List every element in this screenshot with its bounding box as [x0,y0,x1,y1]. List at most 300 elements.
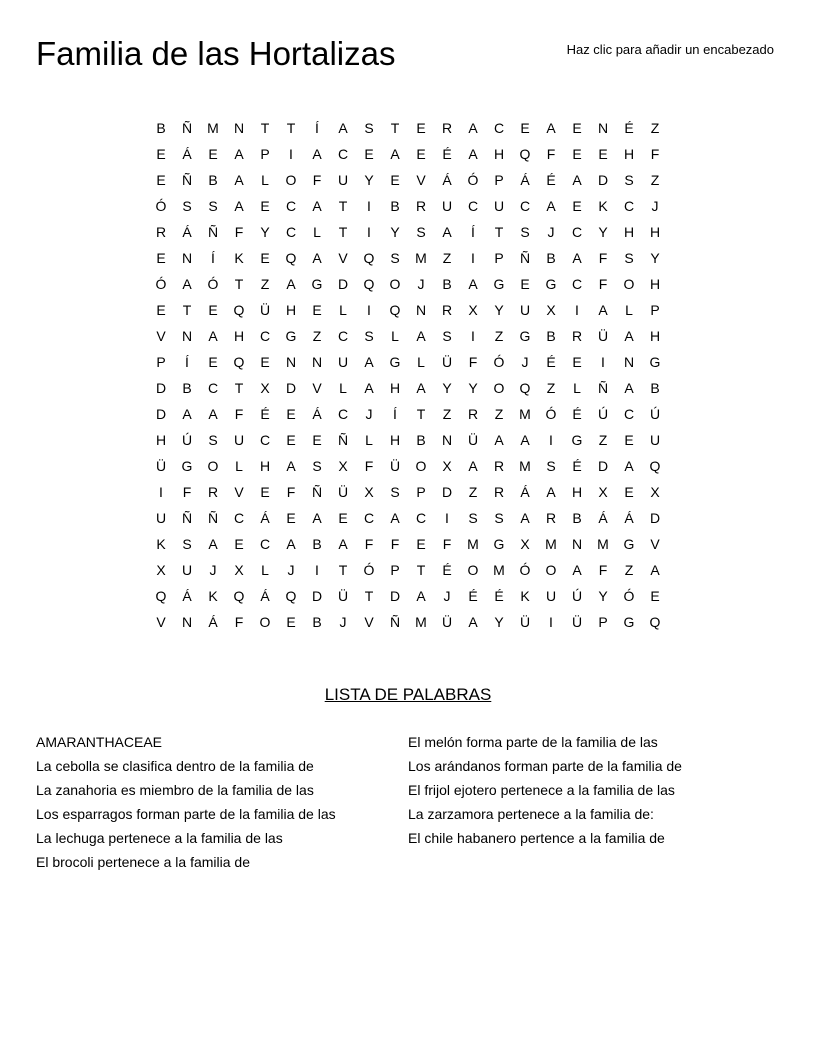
grid-letter[interactable]: N [181,614,193,630]
grid-letter[interactable]: U [337,354,349,370]
grid-letter[interactable]: F [234,406,244,422]
grid-letter[interactable]: Ñ [181,510,193,526]
grid-letter[interactable]: F [546,146,556,162]
grid-letter[interactable]: Ñ [389,614,401,630]
grid-letter[interactable]: N [181,250,193,266]
grid-letter[interactable]: Ó [467,172,479,188]
grid-letter[interactable]: Ü [571,614,583,630]
grid-letter[interactable]: T [364,588,374,604]
grid-letter[interactable]: E [208,146,218,162]
grid-letter[interactable]: E [208,302,218,318]
grid-letter[interactable]: P [494,250,504,266]
grid-letter[interactable]: I [549,432,553,448]
grid-letter[interactable]: B [416,432,426,448]
grid-letter[interactable]: L [625,302,633,318]
grid-letter[interactable]: F [442,536,452,552]
grid-letter[interactable]: T [338,562,348,578]
grid-letter[interactable]: C [363,510,375,526]
grid-letter[interactable]: Ó [207,276,219,292]
grid-letter[interactable]: M [467,536,479,552]
grid-letter[interactable]: S [442,328,452,344]
grid-letter[interactable]: N [571,536,583,552]
grid-letter[interactable]: C [337,146,349,162]
grid-letter[interactable]: C [519,198,531,214]
grid-letter[interactable]: B [390,198,400,214]
grid-letter[interactable]: C [415,510,427,526]
grid-letter[interactable]: M [207,120,219,136]
grid-letter[interactable]: F [468,354,478,370]
grid-letter[interactable]: C [259,432,271,448]
grid-letter[interactable]: Z [650,120,660,136]
grid-letter[interactable]: Q [233,588,245,604]
grid-letter[interactable]: O [389,276,401,292]
grid-letter[interactable]: Z [442,250,452,266]
grid-letter[interactable]: C [623,406,635,422]
grid-letter[interactable]: F [598,562,608,578]
grid-letter[interactable]: S [494,510,504,526]
grid-letter[interactable]: S [182,198,192,214]
grid-letter[interactable]: T [390,120,400,136]
grid-letter[interactable]: C [623,198,635,214]
grid-letter[interactable]: G [311,276,323,292]
grid-letter[interactable]: H [389,380,401,396]
grid-letter[interactable]: S [416,224,426,240]
grid-letter[interactable]: F [286,484,296,500]
grid-letter[interactable]: A [312,146,322,162]
grid-letter[interactable]: N [285,354,297,370]
grid-letter[interactable]: Ñ [181,120,193,136]
grid-letter[interactable]: E [286,406,296,422]
grid-letter[interactable]: D [155,406,167,422]
grid-letter[interactable]: Q [519,146,531,162]
add-header-placeholder[interactable]: Haz clic para añadir un encabezado [566,42,774,57]
grid-letter[interactable]: I [471,328,475,344]
grid-letter[interactable]: A [442,224,452,240]
grid-letter[interactable]: U [441,198,453,214]
grid-letter[interactable]: N [311,354,323,370]
grid-letter[interactable]: Z [312,328,322,344]
grid-letter[interactable]: Ñ [311,484,323,500]
grid-letter[interactable]: É [546,172,556,188]
grid-letter[interactable]: X [442,458,452,474]
grid-letter[interactable]: R [571,328,583,344]
grid-letter[interactable]: T [494,224,504,240]
grid-letter[interactable]: K [156,536,166,552]
grid-letter[interactable]: F [234,614,244,630]
grid-letter[interactable]: É [468,588,478,604]
grid-letter[interactable]: A [624,458,634,474]
grid-letter[interactable]: T [416,562,426,578]
grid-letter[interactable]: T [234,276,244,292]
grid-letter[interactable]: A [494,432,504,448]
grid-letter[interactable]: S [624,172,634,188]
grid-letter[interactable]: U [519,302,531,318]
grid-letter[interactable]: P [260,146,270,162]
grid-letter[interactable]: E [520,276,530,292]
grid-letter[interactable]: E [312,432,322,448]
grid-letter[interactable]: Q [363,276,375,292]
grid-letter[interactable]: P [650,302,660,318]
grid-letter[interactable]: N [233,120,245,136]
grid-letter[interactable]: Ü [337,484,349,500]
grid-letter[interactable]: O [415,458,427,474]
grid-letter[interactable]: B [442,276,452,292]
grid-letter[interactable]: T [286,120,296,136]
grid-letter[interactable]: L [313,224,321,240]
grid-letter[interactable]: I [575,302,579,318]
grid-letter[interactable]: C [259,328,271,344]
grid-letter[interactable]: Y [598,588,608,604]
grid-letter[interactable]: B [156,120,166,136]
grid-letter[interactable]: F [598,250,608,266]
grid-letter[interactable]: D [285,380,297,396]
grid-letter[interactable]: Ü [519,614,531,630]
grid-letter[interactable]: A [416,380,426,396]
grid-letter[interactable]: A [338,536,348,552]
grid-letter[interactable]: K [234,250,244,266]
grid-letter[interactable]: M [519,406,531,422]
grid-letter[interactable]: Y [598,224,608,240]
grid-letter[interactable]: E [572,198,582,214]
grid-letter[interactable]: L [339,302,347,318]
grid-letter[interactable]: X [156,562,166,578]
grid-letter[interactable]: Ñ [597,380,609,396]
grid-letter[interactable]: Ó [155,198,167,214]
grid-letter[interactable]: Ñ [181,172,193,188]
grid-letter[interactable]: D [311,588,323,604]
grid-letter[interactable]: G [493,276,505,292]
grid-letter[interactable]: S [390,484,400,500]
grid-letter[interactable]: C [207,380,219,396]
grid-letter[interactable]: A [312,510,322,526]
grid-letter[interactable]: S [312,458,322,474]
grid-letter[interactable]: D [597,458,609,474]
grid-letter[interactable]: L [391,328,399,344]
grid-letter[interactable]: Ü [467,432,479,448]
grid-letter[interactable]: A [468,614,478,630]
grid-letter[interactable]: A [624,328,634,344]
grid-letter[interactable]: Á [624,510,634,526]
grid-letter[interactable]: J [651,198,659,214]
grid-letter[interactable]: D [441,484,453,500]
grid-letter[interactable]: B [208,172,218,188]
grid-letter[interactable]: X [546,302,556,318]
grid-letter[interactable]: Ü [337,588,349,604]
grid-letter[interactable]: C [571,276,583,292]
grid-letter[interactable]: V [156,328,166,344]
grid-letter[interactable]: X [338,458,348,474]
grid-letter[interactable]: X [364,484,374,500]
grid-letter[interactable]: H [259,458,271,474]
grid-letter[interactable]: Á [260,588,270,604]
grid-letter[interactable]: F [390,536,400,552]
grid-letter[interactable]: G [571,432,583,448]
grid-letter[interactable]: S [182,536,192,552]
grid-letter[interactable]: O [623,276,635,292]
grid-letter[interactable]: F [650,146,660,162]
grid-letter[interactable]: A [286,458,296,474]
grid-letter[interactable]: I [601,354,605,370]
grid-letter[interactable]: Q [285,588,297,604]
grid-letter[interactable]: Ü [597,328,609,344]
grid-letter[interactable]: É [494,588,504,604]
grid-letter[interactable]: H [649,328,661,344]
grid-letter[interactable]: V [650,536,660,552]
grid-letter[interactable]: Ú [571,588,583,604]
grid-letter[interactable]: E [650,588,660,604]
grid-letter[interactable]: I [367,198,371,214]
grid-letter[interactable]: G [623,536,635,552]
grid-letter[interactable]: G [545,276,557,292]
grid-letter[interactable]: C [285,198,297,214]
grid-letter[interactable]: L [339,380,347,396]
grid-letter[interactable]: Ó [545,406,557,422]
grid-letter[interactable]: L [235,458,243,474]
grid-letter[interactable]: A [312,250,322,266]
grid-letter[interactable]: A [234,172,244,188]
grid-letter[interactable]: K [520,588,530,604]
grid-letter[interactable]: P [156,354,166,370]
grid-letter[interactable]: P [598,614,608,630]
grid-letter[interactable]: H [285,302,297,318]
grid-letter[interactable]: Z [260,276,270,292]
grid-letter[interactable]: J [521,354,529,370]
grid-letter[interactable]: Y [650,250,660,266]
grid-letter[interactable]: I [159,484,163,500]
grid-letter[interactable]: E [234,536,244,552]
grid-letter[interactable]: K [598,198,608,214]
grid-letter[interactable]: Z [442,406,452,422]
grid-letter[interactable]: A [208,328,218,344]
grid-letter[interactable]: Á [182,588,192,604]
grid-letter[interactable]: O [467,562,479,578]
grid-letter[interactable]: Ó [363,562,375,578]
grid-letter[interactable]: G [285,328,297,344]
grid-letter[interactable]: I [367,224,371,240]
grid-letter[interactable]: A [468,120,478,136]
grid-letter[interactable]: E [416,146,426,162]
grid-letter[interactable]: Y [442,380,452,396]
grid-letter[interactable]: Z [494,328,504,344]
grid-letter[interactable]: Ó [493,354,505,370]
grid-letter[interactable]: M [415,250,427,266]
grid-letter[interactable]: U [233,432,245,448]
grid-letter[interactable]: E [156,146,166,162]
grid-letter[interactable]: O [493,380,505,396]
grid-letter[interactable]: Q [649,458,661,474]
grid-letter[interactable]: Z [494,406,504,422]
grid-letter[interactable]: X [260,380,270,396]
grid-letter[interactable]: J [287,562,295,578]
grid-letter[interactable]: N [597,120,609,136]
grid-letter[interactable]: Á [442,172,452,188]
grid-letter[interactable]: E [156,250,166,266]
grid-letter[interactable]: X [234,562,244,578]
grid-letter[interactable]: A [520,510,530,526]
grid-letter[interactable]: A [182,276,192,292]
grid-letter[interactable]: É [546,354,556,370]
grid-letter[interactable]: R [207,484,219,500]
grid-letter[interactable]: V [234,484,244,500]
grid-letter[interactable]: Y [494,614,504,630]
grid-letter[interactable]: U [545,588,557,604]
grid-letter[interactable]: I [549,614,553,630]
grid-letter[interactable]: F [182,484,192,500]
grid-letter[interactable]: F [364,458,374,474]
grid-letter[interactable]: S [624,250,634,266]
grid-letter[interactable]: A [624,380,634,396]
grid-letter[interactable]: P [390,562,400,578]
grid-letter[interactable]: A [338,120,348,136]
grid-letter[interactable]: P [494,172,504,188]
grid-letter[interactable]: E [260,250,270,266]
grid-letter[interactable]: D [597,172,609,188]
grid-letter[interactable]: A [650,562,660,578]
grid-letter[interactable]: I [289,146,293,162]
grid-letter[interactable]: H [649,276,661,292]
grid-letter[interactable]: Á [260,510,270,526]
grid-letter[interactable]: N [415,302,427,318]
grid-letter[interactable]: J [365,406,373,422]
grid-letter[interactable]: O [545,562,557,578]
grid-letter[interactable]: E [624,432,634,448]
grid-letter[interactable]: E [286,510,296,526]
grid-letter[interactable]: F [598,276,608,292]
grid-letter[interactable]: X [520,536,530,552]
grid-letter[interactable]: I [315,562,319,578]
grid-letter[interactable]: B [650,380,660,396]
grid-letter[interactable]: Ñ [519,250,531,266]
grid-letter[interactable]: A [546,198,556,214]
grid-letter[interactable]: H [233,328,245,344]
grid-letter[interactable]: Á [312,406,322,422]
grid-letter[interactable]: T [338,198,348,214]
grid-letter[interactable]: S [520,224,530,240]
grid-letter[interactable]: T [416,406,426,422]
grid-letter[interactable]: E [260,484,270,500]
grid-letter[interactable]: S [364,328,374,344]
grid-letter[interactable]: C [259,536,271,552]
grid-letter[interactable]: Y [364,172,374,188]
grid-letter[interactable]: I [445,510,449,526]
grid-letter[interactable]: X [468,302,478,318]
grid-letter[interactable]: F [234,224,244,240]
grid-letter[interactable]: M [519,458,531,474]
grid-letter[interactable]: S [390,250,400,266]
grid-letter[interactable]: U [181,562,193,578]
grid-letter[interactable]: N [623,354,635,370]
grid-letter[interactable]: E [260,354,270,370]
grid-letter[interactable]: H [623,224,635,240]
grid-letter[interactable]: V [364,614,374,630]
grid-letter[interactable]: Ú [181,432,193,448]
grid-letter[interactable]: E [338,510,348,526]
grid-letter[interactable]: A [234,198,244,214]
grid-letter[interactable]: E [572,146,582,162]
grid-letter[interactable]: D [337,276,349,292]
grid-letter[interactable]: I [471,250,475,266]
grid-letter[interactable]: B [546,250,556,266]
grid-letter[interactable]: L [261,562,269,578]
grid-letter[interactable]: Í [211,250,215,266]
grid-letter[interactable]: E [312,302,322,318]
grid-letter[interactable]: E [364,146,374,162]
grid-letter[interactable]: S [208,198,218,214]
grid-letter[interactable]: C [233,510,245,526]
grid-letter[interactable]: V [156,614,166,630]
grid-letter[interactable]: O [207,458,219,474]
grid-letter[interactable]: A [598,302,608,318]
grid-letter[interactable]: A [208,536,218,552]
grid-letter[interactable]: C [337,328,349,344]
grid-letter[interactable]: Q [389,302,401,318]
grid-letter[interactable]: A [234,146,244,162]
grid-letter[interactable]: Q [155,588,167,604]
grid-letter[interactable]: U [649,432,661,448]
grid-letter[interactable]: É [442,562,452,578]
grid-letter[interactable]: A [520,432,530,448]
grid-letter[interactable]: C [571,224,583,240]
grid-letter[interactable]: Ü [389,458,401,474]
grid-letter[interactable]: B [312,536,322,552]
grid-letter[interactable]: Y [494,302,504,318]
grid-letter[interactable]: N [441,432,453,448]
grid-letter[interactable]: D [389,588,401,604]
grid-letter[interactable]: B [312,614,322,630]
grid-letter[interactable]: A [416,328,426,344]
grid-letter[interactable]: Á [208,614,218,630]
grid-letter[interactable]: Í [315,120,319,136]
grid-letter[interactable]: É [624,120,634,136]
grid-letter[interactable]: A [286,536,296,552]
grid-letter[interactable]: A [286,276,296,292]
grid-letter[interactable]: H [155,432,167,448]
grid-letter[interactable]: Á [520,484,530,500]
grid-letter[interactable]: É [442,146,452,162]
grid-letter[interactable]: J [417,276,425,292]
grid-letter[interactable]: Z [546,380,556,396]
grid-letter[interactable]: C [493,120,505,136]
grid-letter[interactable]: R [441,302,453,318]
grid-letter[interactable]: U [155,510,167,526]
grid-letter[interactable]: G [493,536,505,552]
grid-letter[interactable]: Q [519,380,531,396]
grid-letter[interactable]: M [493,562,505,578]
grid-letter[interactable]: Z [650,172,660,188]
grid-letter[interactable]: T [182,302,192,318]
grid-letter[interactable]: L [573,380,581,396]
grid-letter[interactable]: F [312,172,322,188]
grid-letter[interactable]: E [520,120,530,136]
grid-letter[interactable]: H [493,146,505,162]
grid-letter[interactable]: Í [185,354,189,370]
grid-letter[interactable]: É [572,406,582,422]
grid-letter[interactable]: G [519,328,531,344]
grid-letter[interactable]: Ñ [207,510,219,526]
grid-letter[interactable]: J [339,614,347,630]
grid-letter[interactable]: R [415,198,427,214]
grid-letter[interactable]: Q [649,614,661,630]
grid-letter[interactable]: E [260,198,270,214]
grid-letter[interactable]: J [443,588,451,604]
grid-letter[interactable]: N [181,328,193,344]
grid-letter[interactable]: A [468,458,478,474]
grid-letter[interactable]: E [208,354,218,370]
grid-letter[interactable]: E [572,354,582,370]
grid-letter[interactable]: I [367,302,371,318]
grid-letter[interactable]: A [208,406,218,422]
grid-letter[interactable]: C [285,224,297,240]
